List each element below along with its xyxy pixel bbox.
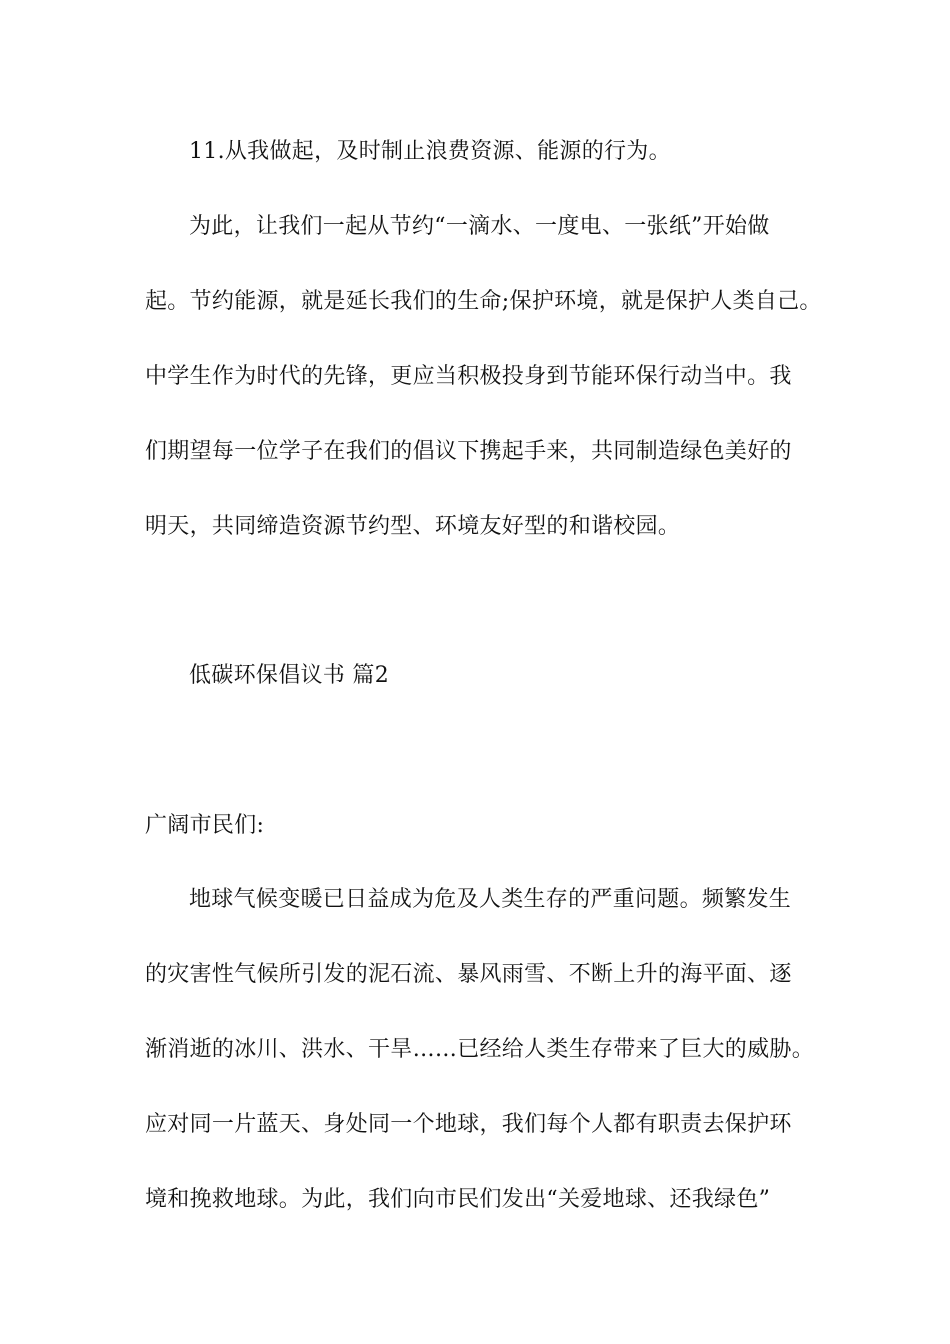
paragraph-line: 明天，共同缔造资源节约型、环境友好型的和谐校园。	[145, 514, 681, 539]
paragraph-line: 的灾害性气候所引发的泥石流、暴风雨雪、不断上升的海平面、逐	[145, 962, 792, 987]
paragraph-line: 中学生作为时代的先锋，更应当积极投身到节能环保行动当中。我	[145, 364, 792, 389]
section-heading: 低碳环保倡议书 篇2	[189, 663, 389, 688]
paragraph-line: 渐消逝的冰川、洪水、干旱……已经给人类生存带来了巨大的威胁。	[145, 1037, 815, 1062]
paragraph-line: 应对同一片蓝天、身处同一个地球，我们每个人都有职责去保护环	[145, 1112, 792, 1137]
paragraph-line: 们期望每一位学子在我们的倡议下携起手来，共同制造绿色美好的	[145, 439, 792, 464]
paragraph-line: 境和挽救地球。为此，我们向市民们发出“关爱地球、还我绿色”	[145, 1187, 771, 1212]
paragraph-item-11: 11.从我做起，及时制止浪费资源、能源的行为。	[189, 139, 671, 164]
paragraph-line: 地球气候变暖已日益成为危及人类生存的严重问题。频繁发生	[189, 887, 792, 912]
salutation: 广阔市民们:	[145, 813, 265, 838]
paragraph-line: 为此，让我们一起从节约“一滴水、一度电、一张纸”开始做	[189, 214, 770, 239]
paragraph-line: 起。节约能源，就是延长我们的生命;保护环境，就是保护人类自己。	[145, 289, 822, 314]
